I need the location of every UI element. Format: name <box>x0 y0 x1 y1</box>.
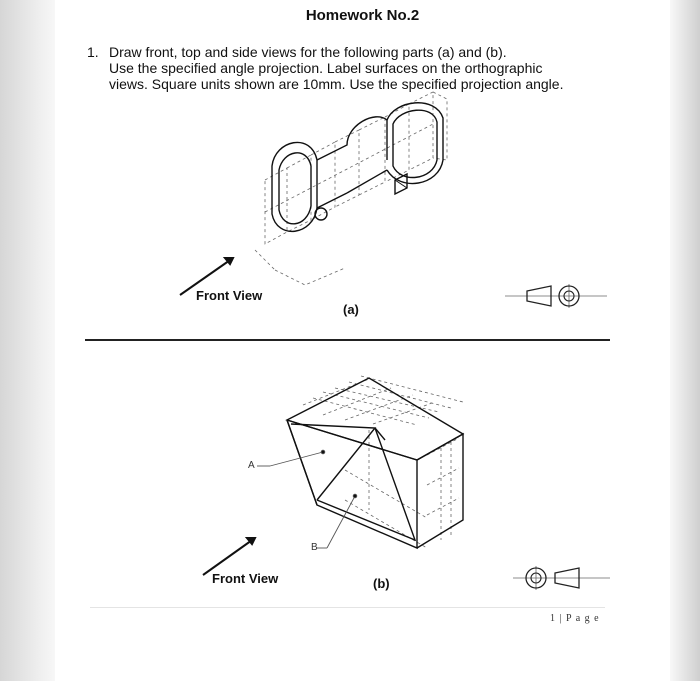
part-b-front-view-label: Front View <box>212 571 279 586</box>
point-a-label: A <box>248 460 255 471</box>
third-angle-projection-symbol <box>513 566 610 590</box>
part-b-label: (b) <box>373 576 390 591</box>
page-number: 1 | P a g e <box>550 613 600 624</box>
leader-line-a <box>257 450 325 466</box>
document-page <box>55 0 670 681</box>
part-b-isometric-drawing <box>55 0 670 640</box>
part-a-label: (a) <box>343 302 359 317</box>
question-line: views. Square units shown are 10mm. Use the specified projection angle. <box>109 76 564 92</box>
part-b-grid <box>303 376 463 548</box>
right-margin-shadow <box>670 0 700 681</box>
left-margin-shadow <box>0 0 55 681</box>
question-line: Use the specified angle projection. Label surfaces on the orthographic <box>109 60 543 76</box>
part-a-front-view-label: Front View <box>196 288 263 303</box>
page-title: Homework No.2 <box>305 7 420 24</box>
front-view-arrow-icon <box>203 538 255 575</box>
part-b-outline <box>287 378 463 548</box>
question-line: Draw front, top and side views for the following parts (a) and (b). <box>109 44 507 60</box>
footer-rule <box>90 607 605 608</box>
question-number: 1. <box>87 44 99 60</box>
point-b-label: B <box>311 542 318 553</box>
